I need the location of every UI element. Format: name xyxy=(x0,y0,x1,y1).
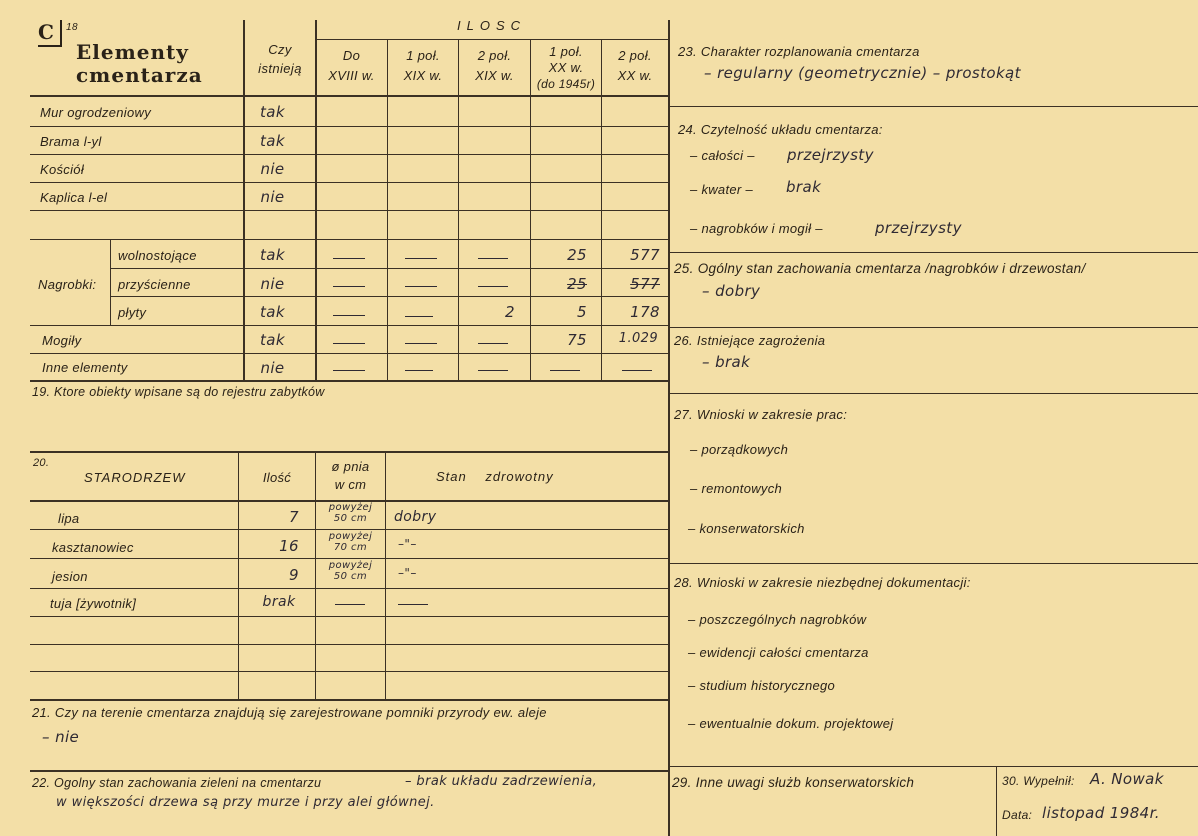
question-26-answer: – brak xyxy=(702,353,751,371)
dash-mark xyxy=(333,286,365,287)
tree-count: 16 xyxy=(279,537,299,555)
rule xyxy=(30,616,668,617)
inne-exists: nie xyxy=(260,359,285,377)
rule xyxy=(110,239,111,325)
table-title-line2: cmentarza xyxy=(76,63,203,87)
question-27: 27. Wnioski w zakresie prac: xyxy=(674,407,848,422)
question-28: 28. Wnioski w zakresie niezbędnej dokumentacji: xyxy=(674,575,971,590)
nagrobki-label: Nagrobki: xyxy=(38,277,97,292)
period-header xyxy=(602,46,668,86)
rule xyxy=(30,126,668,127)
period-line: Do xyxy=(342,48,361,63)
rule xyxy=(996,766,997,836)
tree-name: lipa xyxy=(58,511,80,526)
nagrobki-exists: tak xyxy=(260,303,285,321)
dash-mark xyxy=(478,286,508,287)
question-27-a: – porządkowych xyxy=(690,442,789,457)
tree-diameter-line: 50 cm xyxy=(333,571,368,582)
tree-count: 9 xyxy=(289,566,299,584)
element-exists: tak xyxy=(260,103,285,121)
question-28-c: – studium historycznego xyxy=(688,678,836,693)
mogily-label: Mogiły xyxy=(42,333,82,348)
table-title-line1: Elementy xyxy=(76,40,189,64)
rule xyxy=(670,766,1198,767)
starodrzew-col-stan: Stan zdrowotny xyxy=(436,469,554,484)
question-26: 26. Istniejące zagrożenia xyxy=(674,333,826,348)
starodrzew-col-pnia-line2: w cm xyxy=(334,477,367,492)
period-line: XX w. xyxy=(617,68,653,83)
tree-diameter xyxy=(316,560,385,582)
rule xyxy=(670,393,1198,394)
question-22: 22. Ogolny stan zachowania zieleni na cmentarzu xyxy=(32,776,322,790)
question-27-b: – remontowych xyxy=(690,481,783,496)
filled-by-label: 30. Wypełnił: xyxy=(1002,774,1075,788)
question-25: 25. Ogólny stan zachowania cmentarza /nagrobków i drzewostan/ xyxy=(674,261,1086,276)
rule xyxy=(670,252,1198,253)
tree-count: 7 xyxy=(289,508,299,526)
tree-diameter-line: powyżej xyxy=(328,560,373,571)
dash-mark xyxy=(333,370,365,371)
nagrobki-exists: tak xyxy=(260,246,285,264)
mogily-exists: tak xyxy=(260,331,285,349)
rule xyxy=(30,451,668,453)
rule xyxy=(30,182,668,183)
question-21-answer: – nie xyxy=(42,728,80,746)
rule xyxy=(30,529,668,530)
question-29: 29. Inne uwagi służb konserwatorskich xyxy=(672,775,915,790)
dash-mark xyxy=(478,258,508,259)
question-23-answer: – regularny (geometrycznie) – prostokąt xyxy=(704,64,1021,82)
tree-name: kasztanowiec xyxy=(52,540,134,555)
element-exists: nie xyxy=(260,160,285,178)
dash-mark xyxy=(405,258,437,259)
dash-mark xyxy=(333,315,365,316)
rule xyxy=(30,210,668,211)
rule xyxy=(30,239,668,240)
period-line: 1 poł. xyxy=(406,48,440,63)
period-line: 2 poł. xyxy=(477,48,512,63)
rule xyxy=(30,770,668,772)
rule xyxy=(30,154,668,155)
dash-mark xyxy=(333,343,365,344)
rule xyxy=(110,296,668,297)
rule xyxy=(30,699,668,701)
section-number: 18 xyxy=(66,22,78,33)
count-value: 5 xyxy=(577,303,587,321)
rule xyxy=(30,644,668,645)
question-27-c: – konserwatorskich xyxy=(688,521,805,536)
tree-health: –"– xyxy=(398,566,417,580)
rule xyxy=(385,451,386,699)
rule xyxy=(30,671,668,672)
count-value: 75 xyxy=(567,331,587,349)
question-24-c-answer: przejrzysty xyxy=(875,219,962,237)
period-line: 2 poł. xyxy=(618,48,652,63)
rule xyxy=(670,327,1198,328)
period-line: XVIII w. xyxy=(328,68,375,83)
inne-label: Inne elementy xyxy=(42,360,128,375)
tree-diameter xyxy=(316,531,385,553)
period-line: (do 1945r) xyxy=(536,77,596,91)
dash-mark xyxy=(335,604,365,605)
dash-mark xyxy=(333,258,365,259)
section-letter: C xyxy=(38,20,54,44)
question-22-answer-1: – brak układu zadrzewienia, xyxy=(405,774,598,789)
rule xyxy=(110,268,668,269)
element-exists: tak xyxy=(260,132,285,150)
nagrobki-row-label: wolnostojące xyxy=(118,248,197,263)
period-header xyxy=(316,46,387,86)
dash-mark xyxy=(405,370,433,371)
question-24-b-answer: brak xyxy=(786,178,822,196)
tree-diameter-line: 50 cm xyxy=(333,513,368,524)
question-25-answer: – dobry xyxy=(702,282,761,300)
section-letter-bar xyxy=(60,20,62,47)
dash-mark xyxy=(405,343,437,344)
count-value: 25 xyxy=(567,246,587,264)
period-line: XIX w. xyxy=(475,68,514,83)
question-19: 19. Ktore obiekty wpisane są do rejestru zabytków xyxy=(32,385,325,399)
starodrzew-col-pnia xyxy=(316,458,385,494)
starodrzew-title: STARODRZEW xyxy=(84,470,186,485)
count-value: 2 xyxy=(505,303,515,321)
question-28-d: – ewentualnie dokum. projektowej xyxy=(688,716,894,731)
tree-diameter-line: powyżej xyxy=(328,531,373,542)
rule xyxy=(670,563,1198,564)
rule xyxy=(30,353,668,354)
rule xyxy=(670,106,1198,107)
starodrzew-col-pnia-line1: ø pnia xyxy=(331,459,370,474)
rule xyxy=(315,39,668,40)
element-label: Mur ogrodzeniowy xyxy=(40,105,152,120)
count-value-struck: 25 xyxy=(567,275,587,293)
dash-mark xyxy=(478,370,508,371)
tree-diameter-line: powyżej xyxy=(328,502,373,513)
nagrobki-row-label: przyścienne xyxy=(118,277,191,292)
question-21: 21. Czy na terenie cmentarza znajdują się zarejestrowane pomniki przyrody ew. aleje xyxy=(32,705,547,720)
tree-name: tuja [żywotnik] xyxy=(50,596,137,611)
question-28-a: – poszczególnych nagrobków xyxy=(688,612,867,627)
rule xyxy=(30,95,668,97)
section-letter-underline xyxy=(38,45,62,47)
question-24-a: – całości – xyxy=(690,148,755,163)
rule xyxy=(30,558,668,559)
starodrzew-number: 20. xyxy=(33,457,50,469)
question-24: 24. Czytelność układu cmentarza: xyxy=(678,122,883,137)
rule xyxy=(30,325,668,326)
czy-header xyxy=(245,40,315,78)
czy-header-line1: Czy xyxy=(268,42,292,57)
period-header xyxy=(388,46,458,86)
count-value-struck: 577 xyxy=(630,275,660,293)
dash-mark xyxy=(550,370,580,371)
rule xyxy=(30,380,668,382)
question-23: 23. Charakter rozplanowania cmentarza xyxy=(678,44,920,59)
tree-count: brak xyxy=(262,594,296,610)
nagrobki-row-label: płyty xyxy=(118,305,147,320)
filled-by-name: A. Nowak xyxy=(1090,770,1164,788)
dash-mark xyxy=(622,370,652,371)
tree-diameter xyxy=(316,502,385,524)
period-line: 1 poł. xyxy=(549,44,583,59)
dash-mark xyxy=(478,343,508,344)
period-line: XIX w. xyxy=(403,68,443,83)
count-value: 577 xyxy=(630,246,660,264)
period-header xyxy=(531,44,601,92)
count-value: 1.029 xyxy=(618,331,658,346)
rule xyxy=(30,588,668,589)
element-label: Kościół xyxy=(40,162,85,177)
dash-mark xyxy=(398,604,428,605)
tree-name: jesion xyxy=(52,569,88,584)
starodrzew-col-ilosc: Ilość xyxy=(262,470,292,485)
question-24-a-answer: przejrzysty xyxy=(787,146,874,164)
ilosc-header: ILOSC xyxy=(456,18,526,33)
period-line: XX w. xyxy=(548,60,584,75)
czy-header-line2: istnieją xyxy=(258,61,302,76)
question-22-answer-2: w większości drzewa są przy murze i przy alei głównej. xyxy=(56,795,435,810)
tree-health: dobry xyxy=(394,509,437,525)
date-label: Data: xyxy=(1002,808,1033,822)
main-divider xyxy=(668,20,670,836)
period-header xyxy=(459,46,530,86)
question-24-c: – nagrobków i mogił – xyxy=(690,221,823,236)
dash-mark xyxy=(405,286,437,287)
element-label: Kaplica l-el xyxy=(40,190,108,205)
date-value: listopad 1984r. xyxy=(1042,804,1160,822)
nagrobki-exists: nie xyxy=(260,275,285,293)
count-value: 178 xyxy=(630,303,660,321)
question-24-b: – kwater – xyxy=(690,182,753,197)
question-28-b: – ewidencji całości cmentarza xyxy=(688,645,869,660)
tree-diameter-line: 70 cm xyxy=(333,542,368,553)
dash-mark xyxy=(405,316,433,317)
tree-health: –"– xyxy=(398,537,417,551)
element-exists: nie xyxy=(260,188,285,206)
element-label: Brama l-yl xyxy=(40,134,102,149)
